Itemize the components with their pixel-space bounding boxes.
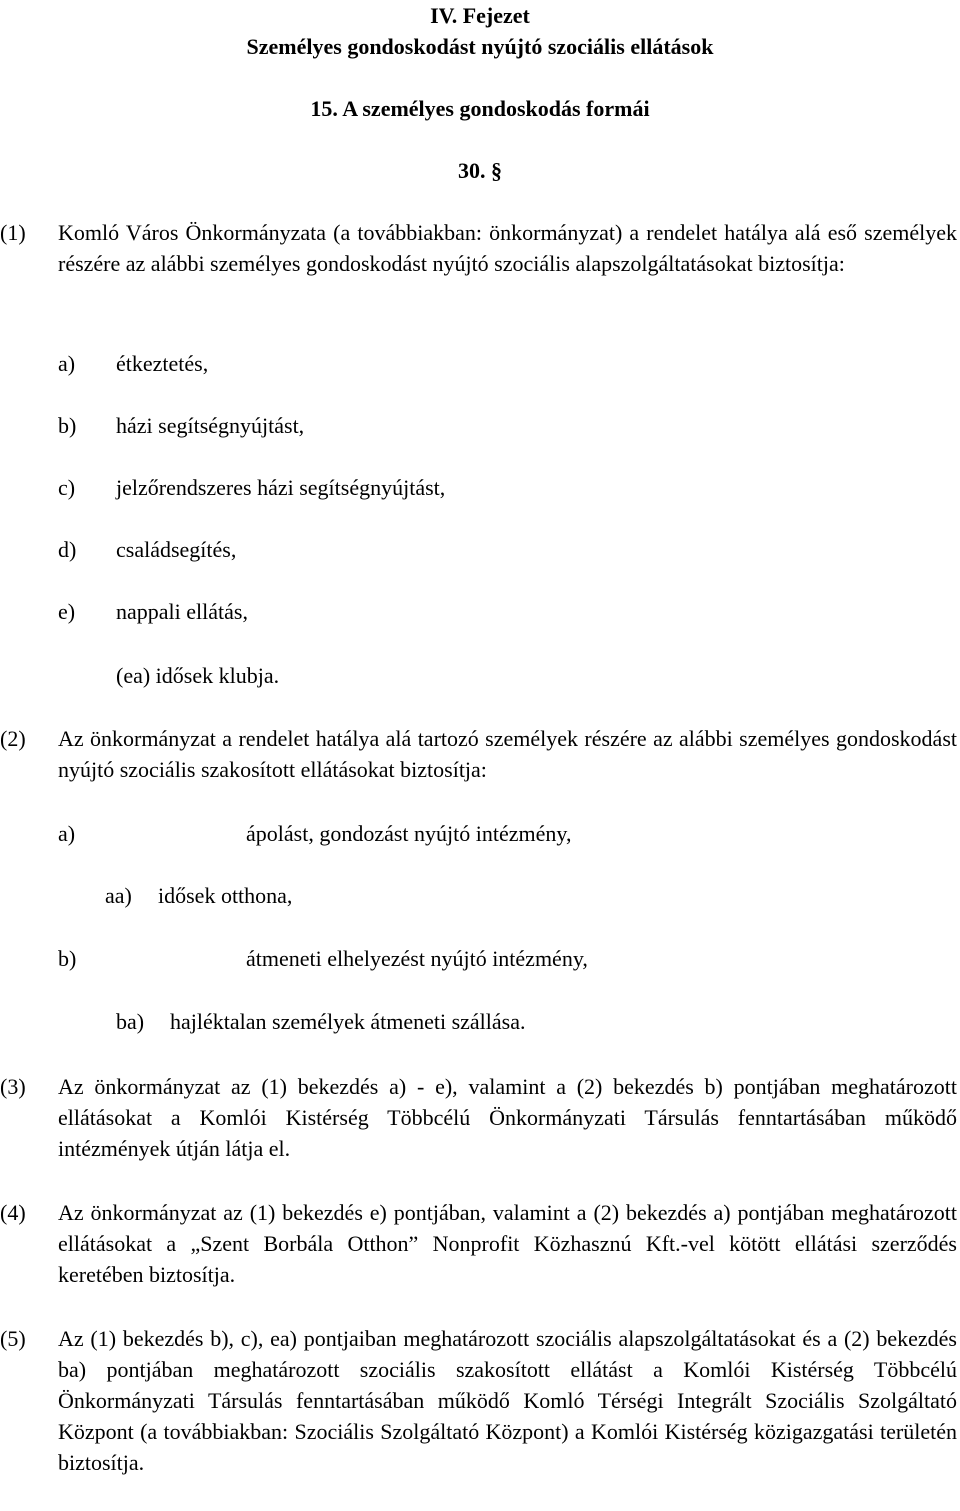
list-item-text: jelzőrendszeres házi segítségnyújtást, xyxy=(116,475,446,500)
paragraph-5 xyxy=(0,1323,957,1478)
section-title: 15. A személyes gondoskodás formái xyxy=(310,96,650,121)
chapter-title: Személyes gondoskodást nyújtó szociális ellátások xyxy=(246,34,714,59)
sub-item-text: hajléktalan személyek átmeneti szállása. xyxy=(170,1009,526,1034)
paragraph-3-text: Az önkormányzat az (1) bekezdés a) - e), valamint a (2) bekezdés b) pontjában meghatározott ellátásokat a Komlói Kistérség Többcélú Önkormányzati Társulás fenntartásában működő intézmények útján látja el. xyxy=(58,1074,957,1161)
list-item-letter: c) xyxy=(58,475,76,500)
paragraph-1-number: (1) xyxy=(0,220,26,245)
sub-item-text: (ea) idősek klubja. xyxy=(116,663,280,688)
list-item-letter: d) xyxy=(58,537,77,562)
article-number: 30. § xyxy=(458,158,502,183)
paragraph-3-number: (3) xyxy=(0,1074,26,1099)
chapter-number: IV. Fejezet xyxy=(430,3,530,28)
paragraph-1-text: Komló Város Önkormányzata (a továbbiakban: önkormányzat) a rendelet hatálya alá eső személyek részére az alábbi személyes gondoskodást nyújtó szociális alapszolgáltatásokat biztosítja: xyxy=(58,220,957,276)
list-item-text: ápolást, gondozást nyújtó intézmény, xyxy=(246,821,572,846)
paragraph-1 xyxy=(0,217,957,279)
sub-item-letter: ba) xyxy=(116,1009,145,1034)
paragraph-4-number: (4) xyxy=(0,1200,26,1225)
paragraph-5-text: Az (1) bekezdés b), c), ea) pontjaiban meghatározott szociális alapszolgáltatásokat és a (2) bekezdés ba) pontjában meghatározott szociális szakosított ellátást a Komlói Kistérség Többcélú Önkormányzati Társulás fenntartásában működő Komló Térségi Integrált Szociális Szolgáltató Központ (a továbbiakban: Szociális Szolgáltató Központ) a Komlói Kistérség közigazgatási területén biztosítja. xyxy=(58,1326,957,1475)
list-item-letter: b) xyxy=(58,413,77,438)
list-item-text: nappali ellátás, xyxy=(116,599,248,624)
list-item-text: házi segítségnyújtást, xyxy=(116,413,305,438)
list-item-letter: b) xyxy=(58,946,77,971)
list-item-text: átmeneti elhelyezést nyújtó intézmény, xyxy=(246,946,588,971)
list-item-letter: e) xyxy=(58,599,76,624)
sub-item-text: idősek otthona, xyxy=(158,883,293,908)
sub-item-letter: aa) xyxy=(105,883,132,908)
paragraph-5-number: (5) xyxy=(0,1326,26,1351)
paragraph-4 xyxy=(0,1197,957,1290)
paragraph-4-text: Az önkormányzat az (1) bekezdés e) pontjában, valamint a (2) bekezdés a) pontjában meghatározott ellátásokat a „Szent Borbála Otthon” Nonprofit Közhasznú Kft.-vel kötött ellátási szerződés keretében biztosítja. xyxy=(58,1200,957,1287)
paragraph-2-text: Az önkormányzat a rendelet hatálya alá tartozó személyek részére az alábbi személyes gondoskodást nyújtó szociális szakosított ellátásokat biztosítja: xyxy=(58,726,957,782)
paragraph-3 xyxy=(0,1071,957,1164)
list-item-text: étkeztetés, xyxy=(116,351,209,376)
paragraph-2 xyxy=(0,723,957,785)
list-item-letter: a) xyxy=(58,351,76,376)
list-item-letter: a) xyxy=(58,821,76,846)
paragraph-2-number: (2) xyxy=(0,726,26,751)
list-item-text: családsegítés, xyxy=(116,537,237,562)
